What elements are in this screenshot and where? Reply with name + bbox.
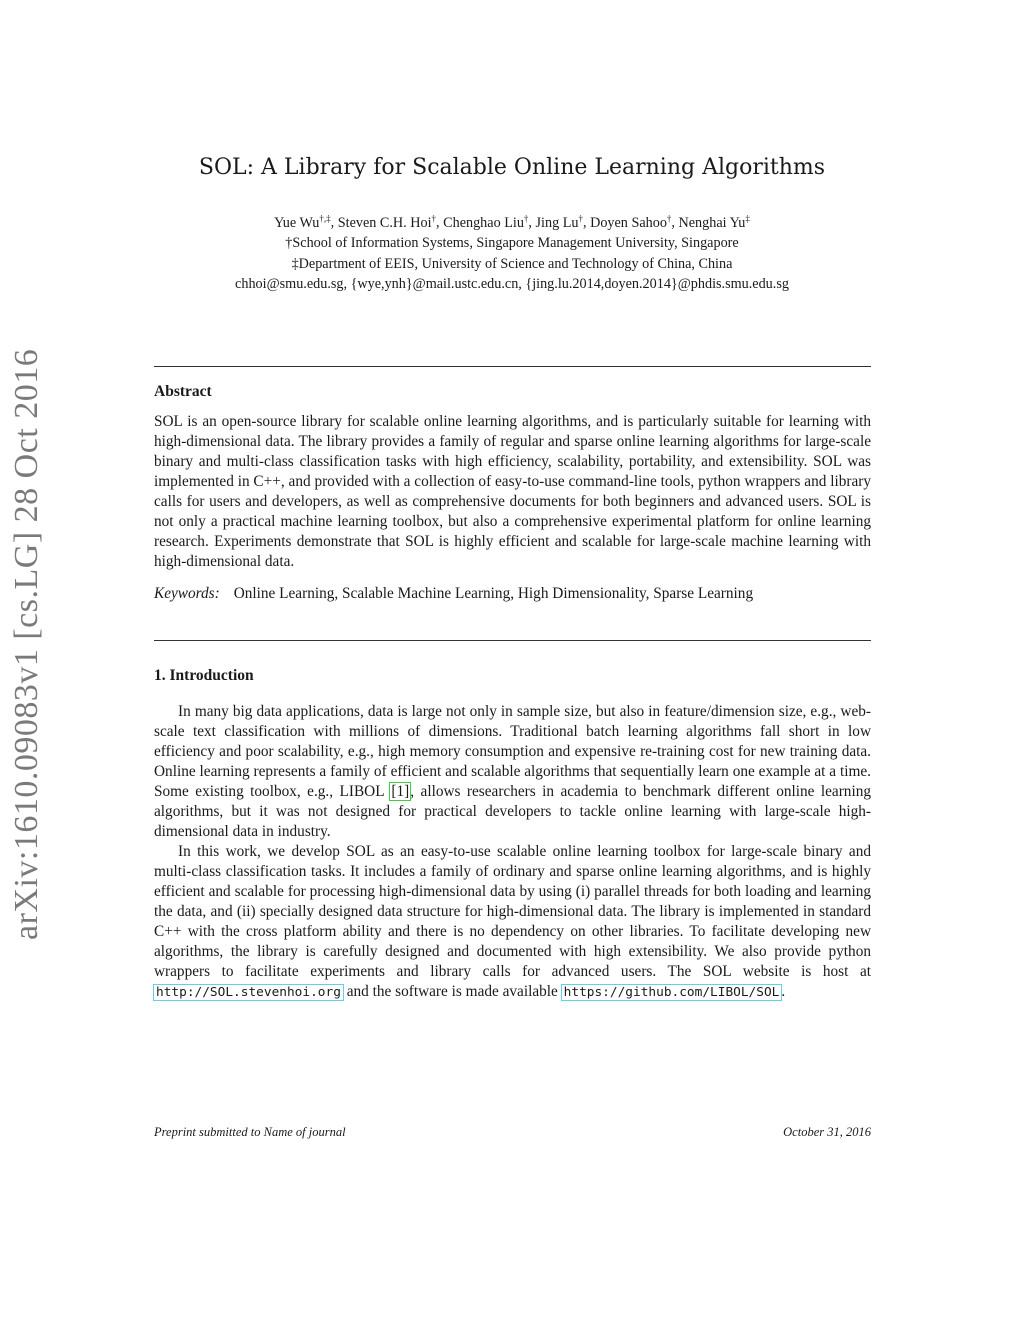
- github-link[interactable]: https://github.com/LIBOL/SOL: [563, 985, 780, 1000]
- author: Steven C.H. Hoi†: [337, 213, 437, 231]
- intro-paragraph-2: In this work, we develop SOL as an easy-to-use scalable online learning toolbox for large-scale binary and multi-class classification tasks. It includes a family of ordinary and sparse online learning algorithms, and is highly efficient and scalable for processing high-dimensional data by using (i) parallel threads for both loading and learning the data, and (ii) specially designed data structure for high-dimensional data. The library is implemented in standard C++ with the cross platform ability and there is no dependency on other libraries. To facilitate developing new algorithms, the library is carefully designed and documented with high extensibility. We also provide python wrappers to facilitate experiments and library calls for advanced users. The SOL website is host at http://SOL.stevenhoi.org and the software is made available https://github.com/LIBOL/SOL .: [154, 843, 871, 1000]
- abstract-text: SOL is an open-source library for scalable online learning algorithms, and is particularly suitable for learning with high-dimensional data. The library provides a family of regular and sparse online learning algorithms for large-scale binary and multi-class classification tasks with high efficiency, scalability, portability, and extensibility. SOL was implemented in C++, and provided with a collection of easy-to-use command-line tools, python wrappers and library calls for users and developers, as well as comprehensive documents for both beginners and advanced users. SOL is not only a practical machine learning toolbox, but also a comprehensive experimental platform for online learning research. Experiments demonstrate that SOL is highly efficient and scalable for large-scale machine learning with high-dimensional data.: [154, 413, 871, 570]
- section-heading: 1. Introduction: [154, 667, 254, 684]
- keywords-label: Keywords:: [154, 585, 220, 602]
- author: Nenghai Yu‡: [678, 213, 750, 231]
- author: Doyen Sahoo†: [590, 213, 672, 231]
- abstract-top-rule: [154, 366, 871, 367]
- abstract-heading: Abstract: [154, 383, 212, 400]
- footer-date: October 31, 2016: [783, 1125, 871, 1139]
- introduction-section: [154, 666, 871, 1003]
- page-footer: [154, 1125, 871, 1140]
- author: Chenghao Liu†: [443, 213, 529, 231]
- author: Jing Lu†: [535, 213, 583, 231]
- keywords-line: [154, 584, 871, 604]
- front-matter: [0, 208, 1024, 295]
- abstract-bottom-rule: [154, 640, 871, 641]
- website-link[interactable]: http://SOL.stevenhoi.org: [156, 985, 341, 1000]
- arxiv-identifier-stamp: arXiv:1610.09083v1 [cs.LG] 28 Oct 2016: [8, 348, 45, 940]
- paper-title: SOL: A Library for Scalable Online Learning Algorithms: [198, 155, 826, 180]
- author: Yue Wu†,‡: [274, 213, 331, 231]
- keywords-list: Online Learning, Scalable Machine Learning, High Dimensionality, Sparse Learning: [233, 585, 754, 602]
- author-emails: chhoi@smu.edu.sg, {wye,ynh}@mail.ustc.edu.cn, {jing.lu.2014,doyen.2014}@phdis.smu.edu.sg: [235, 276, 789, 293]
- affiliation-ustc: ‡Department of EEIS, University of Science and Technology of China, China: [291, 255, 733, 272]
- author-list: Yue Wu†,‡, Steven C.H. Hoi†, Chenghao Liu†, Jing Lu†, Doyen Sahoo†, Nenghai Yu‡: [274, 213, 750, 231]
- footer-preprint-note: Preprint submitted to Name of journal: [154, 1125, 346, 1139]
- affiliation-smu: †School of Information Systems, Singapore Management University, Singapore: [285, 235, 739, 252]
- abstract-block: [154, 382, 871, 604]
- intro-paragraph-1: In many big data applications, data is large not only in sample size, but also in feature/dimension size, e.g., web-scale text classification with millions of dimensions. Traditional batch learning algorithms fall short in low efficiency and poor scalability, e.g., high memory consumption and expensive re-training cost for new training data. Online learning represents a family of efficient and scalable algorithms that sequentially learn one example at a time. Some existing toolbox, e.g., LIBOL [1], allows researchers in academia to benchmark different online learning algorithms, but it was not designed for practical developers to tackle online learning with large-scale high-dimensional data in industry.: [154, 703, 871, 840]
- citation-link[interactable]: [1]: [391, 783, 410, 800]
